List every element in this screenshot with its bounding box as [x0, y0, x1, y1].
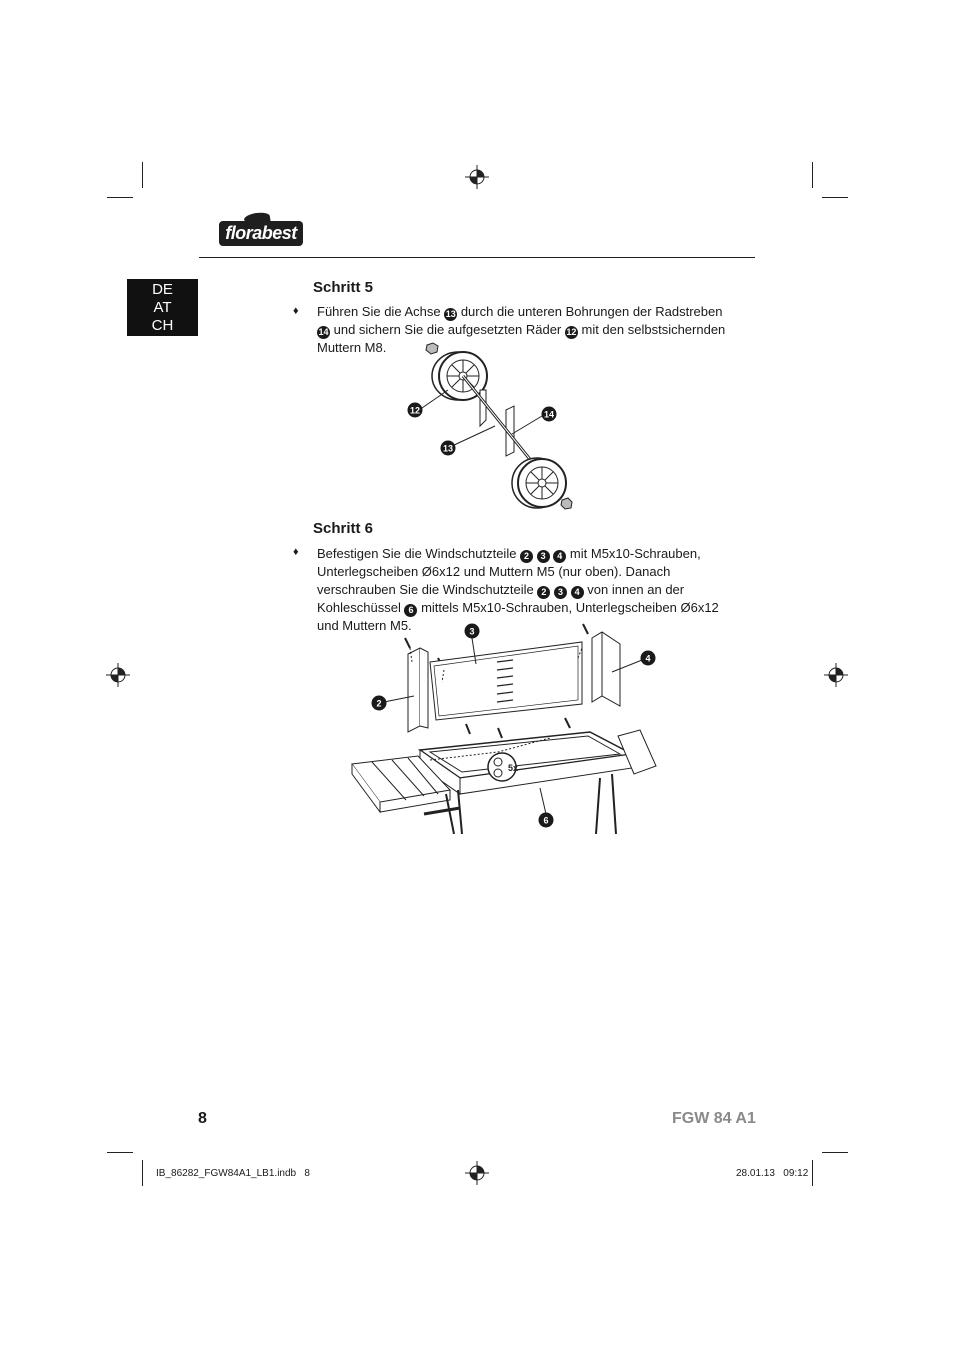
part-number-badge: 3: [537, 550, 550, 563]
part-number-badge: 14: [318, 327, 329, 337]
crop-mark: [107, 1152, 133, 1153]
header-rule: [199, 257, 755, 258]
part-number-badge: 3: [554, 586, 567, 599]
registration-mark-icon: [106, 663, 130, 687]
step-6-instruction: Befestigen Sie die Windschutzteile 2 3 4 mit M5x10-Schrauben, Unterlegscheiben Ø6x12 und Muttern M5 (nur oben). Danach verschrauben Sie die Windschutzteile 2 3 4 von innen an der Kohleschüssel 6 mittels M5x10-Schrauben, Unterlegscheiben Ø6x12 und Muttern M5.: [317, 546, 719, 633]
figure-label: 4: [645, 653, 651, 664]
step-5-instruction: Führen Sie die Achse 13 durch die unteren Bohrungen der Radstreben 14 und sichern Sie die aufgesetzten Räder 12 mit den selbstsichernden Muttern M8.: [317, 304, 726, 355]
language-code: DE: [152, 281, 173, 298]
step-5-title: Schritt 5: [313, 279, 374, 296]
part-number-badge: 4: [553, 550, 566, 563]
language-code: AT: [153, 299, 172, 316]
bullet-icon: ♦: [293, 546, 299, 558]
registration-mark-icon: [465, 165, 489, 189]
figure-label: 14: [543, 409, 555, 420]
crop-mark: [822, 1152, 848, 1153]
crop-mark: [142, 162, 143, 188]
bullet-icon: ♦: [293, 305, 299, 317]
figure-label: 3: [469, 626, 475, 637]
crop-mark: [107, 197, 133, 198]
figure-label: 13: [442, 443, 454, 454]
crop-mark: [812, 162, 813, 188]
part-number-badge: 12: [566, 327, 577, 337]
brand-logo: florabest: [219, 221, 303, 246]
figure-label: 12: [409, 405, 421, 416]
step-6-title: Schritt 6: [313, 520, 374, 537]
file-info: IB_86282_FGW84A1_LB1.indb 8: [156, 1168, 310, 1179]
quantity-label: 5x: [508, 763, 519, 773]
part-number-badge: 2: [537, 586, 550, 599]
registration-mark-icon: [465, 1161, 489, 1185]
crop-mark: [142, 1160, 143, 1186]
figure-label: 2: [376, 698, 382, 709]
figure-label: 6: [543, 815, 549, 826]
model-number: FGW 84 A1: [672, 1110, 756, 1127]
crop-mark: [812, 1160, 813, 1186]
wheel-assembly-illustration: [400, 340, 600, 512]
language-tab: [127, 279, 198, 336]
print-date: 28.01.13 09:12: [736, 1168, 809, 1179]
part-number-badge: 4: [571, 586, 584, 599]
part-number-badge: 6: [404, 604, 417, 617]
part-number-badge: 2: [520, 550, 533, 563]
language-code: CH: [151, 317, 174, 334]
part-number-badge: 13: [445, 309, 456, 319]
registration-mark-icon: [824, 663, 848, 687]
page-number: 8: [198, 1110, 207, 1127]
crop-mark: [822, 197, 848, 198]
windshield-assembly-illustration: [350, 618, 660, 834]
